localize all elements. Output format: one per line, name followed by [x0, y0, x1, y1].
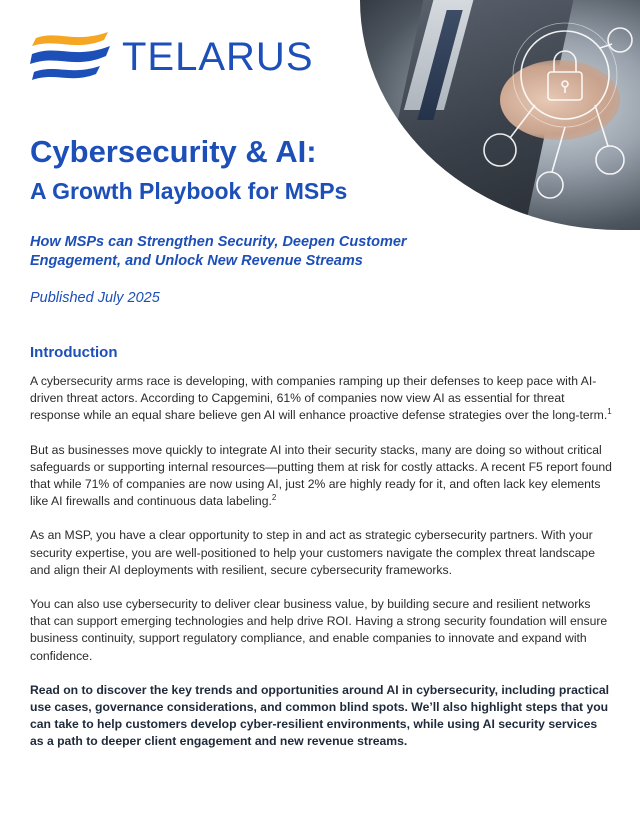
paragraph-text: Read on to discover the key trends and opportunities around AI in cybersecurity, including practical use cases, governance considerations, and common blind spots. We’ll also highlight steps that you can take to help customers develop cyber-resilient environments, while using AI security services as a path to deeper client engagement and new revenue streams. — [30, 682, 610, 749]
introduction-body — [30, 373, 614, 768]
padlock-icon — [548, 51, 582, 100]
paragraph-text: You can also use cybersecurity to deliver clear business value, by building secure and resilient networks that can support emerging technologies and help drive ROI. Having a strong security foundation will ensure business continuity, support regulatory compliance, and enable companies to innovate and expand with confidence. — [30, 597, 608, 663]
gear-node-icon — [596, 146, 624, 174]
brand-logo — [30, 30, 314, 84]
security-overlay — [360, 0, 640, 230]
cloud-node-icon — [484, 134, 516, 166]
paragraph-text: A cybersecurity arms race is developing, with companies ramping up their defenses to keep pace with AI-driven threat actors. According to Capgemini, 61% of companies now view AI as essential for threat response while an equal share believe gen AI will enhance proactive defense strategies over the long-term. — [30, 374, 608, 423]
paragraph-callout — [30, 682, 614, 751]
person-node-icon — [537, 172, 563, 198]
published-date: Published July 2025 — [30, 290, 160, 306]
page-title: Cybersecurity & AI: — [30, 134, 317, 169]
brand-name: TELARUS — [122, 34, 314, 79]
tagline: How MSPs can Strengthen Security, Deepen Customer Engagement, and Unlock New Revenue Streams — [30, 234, 407, 269]
mail-node-icon — [608, 28, 632, 52]
paragraph — [30, 527, 614, 579]
section-heading-introduction: Introduction — [30, 344, 118, 361]
paragraph — [30, 442, 614, 511]
footnote-marker[interactable]: 1 — [607, 407, 612, 417]
paragraph — [30, 596, 614, 665]
paragraph-text: But as businesses move quickly to integrate AI into their security stacks, many are doing so without critical safeguards or supporting internal resources—putting them at risk for costly attacks. A recent F5 report found that while 71% of companies are now using AI, just 2% are highly ready for it, and often lack key elements like AI firewalls and continuous data labeling. — [30, 442, 612, 509]
footnote-marker[interactable]: 2 — [271, 493, 277, 503]
telarus-logo-mark — [30, 30, 112, 84]
hero-image — [360, 0, 640, 230]
page-subtitle-title: A Growth Playbook for MSPs — [30, 178, 348, 204]
paragraph-text: As an MSP, you have a clear opportunity to step in and act as strategic cybersecurity partners. With your security expertise, you are well-positioned to help your customers navigate the complex threat landscape and align their AI deployments with resilient, secure cybersecurity frameworks. — [30, 528, 595, 577]
paragraph — [30, 373, 614, 425]
